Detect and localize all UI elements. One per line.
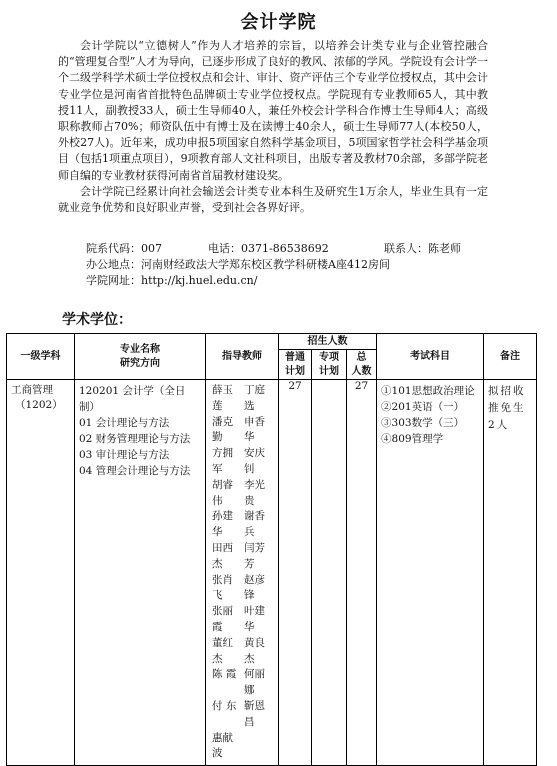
- supervisors-cell: [206, 380, 279, 766]
- supervisor-name: 张肖飞: [212, 573, 233, 602]
- supervisor-name: 赵彦锋: [244, 573, 265, 602]
- list-item: ③303数学（三）: [381, 417, 465, 429]
- supervisor-name: [244, 731, 272, 763]
- list-item: 03 审计理论与方法: [79, 449, 170, 461]
- supervisor-name: 丁庭选: [244, 384, 265, 412]
- supervisor-name: 陈 霞: [212, 668, 237, 681]
- list-item: ④809管理学: [381, 433, 444, 445]
- header-exams: 考试科目: [377, 334, 484, 380]
- supervisor-name: 叶建华: [244, 605, 265, 633]
- supervisor-name: 黄良杰: [244, 636, 265, 665]
- office-address: 办公地点：河南财经政法大学郑东校区教学科研楼A座412房间: [86, 258, 390, 271]
- header-special-plan: 专项 计划: [312, 350, 347, 380]
- supervisor-name: 何丽娜: [244, 668, 265, 697]
- list-item: 120201 会计学（全日制）: [79, 385, 186, 413]
- supervisor-name: 田西杰: [212, 541, 233, 570]
- supervisor-name: 李光贵: [244, 478, 265, 507]
- list-item: 01 会计理论与方法: [79, 417, 170, 429]
- list-item: 02 财务管理理论与方法: [79, 433, 191, 445]
- program-table: [6, 333, 537, 766]
- supervisor-name: 潘克勤: [212, 415, 233, 444]
- major-cell: [75, 380, 206, 766]
- supervisor-name: 惠献波: [212, 731, 233, 760]
- supervisor-name: 胡睿伟: [212, 478, 233, 507]
- regular-plan-value: 27: [279, 380, 312, 766]
- supervisor-name: 申香华: [244, 415, 265, 444]
- discipline-cell: 工商管理 （1202）: [7, 380, 75, 766]
- header-notes: 备注: [484, 334, 537, 380]
- list-item: 04 管理会计理论与方法: [79, 465, 191, 477]
- header-discipline: 一级学科: [7, 334, 75, 380]
- contact-line: [86, 241, 461, 257]
- list-item: ①101思想政治理论: [381, 385, 475, 397]
- page-title: 会计学院: [240, 12, 317, 33]
- phone-number: 电话：0371-86538692: [208, 242, 329, 255]
- supervisor-name: 靳恩昌: [244, 699, 265, 728]
- header-major: 专业名称 研究方向: [75, 334, 206, 380]
- header-supervisors: 指导教师: [206, 334, 279, 380]
- college-website[interactable]: 学院网址：http://kj.huel.edu.cn/: [86, 274, 258, 287]
- supervisor-name: 闫芳芳: [244, 541, 265, 570]
- supervisor-name: 谢香兵: [244, 510, 265, 539]
- supervisor-name: 孙建华: [212, 510, 233, 539]
- contact-person: 联系人：陈老师: [384, 242, 461, 255]
- supervisor-name: 付 东: [212, 699, 237, 712]
- notes-cell: 拟招收推免生2人: [484, 380, 537, 766]
- supervisor-name: 方拥军: [212, 447, 233, 475]
- supervisor-name: 薛玉莲: [212, 384, 233, 412]
- header-regular-plan: 普通 计划: [279, 350, 312, 380]
- exams-cell: [377, 380, 484, 766]
- department-code: 院系代码：007: [86, 242, 162, 255]
- supervisor-name: 安庆钊: [244, 447, 265, 475]
- total-value: 27: [347, 380, 377, 766]
- special-plan-value: [312, 380, 347, 766]
- table-row: [7, 380, 537, 766]
- supervisor-name: 董红杰: [212, 636, 233, 665]
- section-title: 学术学位：: [62, 312, 132, 328]
- intro-paragraph: 会计学院已经累计向社会输送会计类专业本科生及研究生1万余人，毕业生具有一定就业竞争优势和良好职业声誉，受到社会各界好评。: [58, 184, 488, 215]
- header-enrollment: 招生人数: [279, 334, 377, 350]
- college-introduction: [58, 38, 488, 216]
- header-total: 总 人数: [347, 350, 377, 380]
- intro-paragraph: 会计学院以“立德树人”作为人才培养的宗旨，以培养会计类专业与企业管控融合的“管理复合型”人才为导向，已逐步形成了良好的教风、浓郁的学风。学院设有会计学一个二级学科学术硕士学位授权点和会计、审计、资产评估三个专业学位授权点，其中会计专业学位是河南省首批特色品牌硕士专业学位授权点。学院现有专业教师65人，其中教授11人，副教授33人，硕士生导师40人，兼任外校会计学科合作博士生导师4人；高级职称教师占70%；师资队伍中有博士及在读博士40余人，硕士生导师77人(本校50人，外校27人)。近年来，成功申报5项国家自然科学基金项目，5项国家哲学社会科学基金项目（包括1项重点项目），9项教育部人文社科项目，出版专著及教材70余部，多部学院老师自编的专业教材获得河南省首届教材建设奖。: [58, 39, 488, 182]
- supervisor-name: 张丽霞: [212, 605, 233, 633]
- list-item: ②201英语（一）: [381, 401, 465, 413]
